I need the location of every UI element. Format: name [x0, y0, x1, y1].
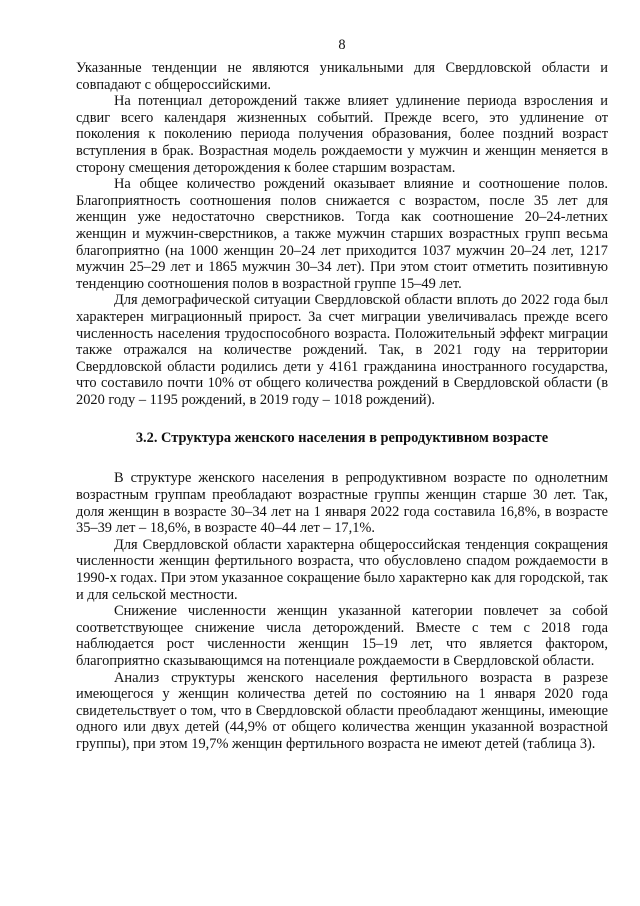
paragraph: Анализ структуры женского населения фертильного возраста в разрезе имеющегося у женщин количества детей по состоянию на 1 января 2020 года свидетельствует о том, что в Свердловской области преобладают женщины, имеющие одного или двух детей (44,9% от общего количества женщин указанной возрастной группы), при этом 19,7% женщин фертильного возраста не имеют детей (таблица 3). — [76, 669, 608, 752]
paragraph: Снижение численности женщин указанной категории повлечет за собой соответствующее снижение числа деторождений. Вместе с тем с 2018 года наблюдается рост численности женщин 15–19 лет, что является фактором, благоприятно сказывающимся на потенциале рождаемости в Свердловской области. — [76, 603, 608, 669]
document-page — [76, 36, 608, 753]
section-heading: 3.2. Структура женского населения в репродуктивном возрасте — [135, 430, 549, 447]
paragraph: Для Свердловской области характерна общероссийская тенденция сокращения численности женщин фертильного возраста, что обусловлено спадом рождаемости в 1990-х годах. При этом указанное сокращение было характерно как для городской, так и для сельской местности. — [76, 536, 608, 603]
paragraph: На общее количество рождений оказывает влияние и соотношение полов. Благоприятность соотношения полов снижается с возрастом, после 35 лет для женщин уже недостаточно сверстников. Тогда как соотношение 20–24-летних женщин и мужчин-сверстников, а также мужчин старших возрастных групп весьма благоприятно (на 1000 женщин 20–24 лет приходится 1037 мужчин 20–24 лет, 1217 мужчин 25–29 лет и 1865 мужчин 30–34 лет). При этом стоит отметить позитивную тенденцию соотношения полов в возрастной группе 15–49 лет. — [76, 176, 608, 292]
page-number: 8 — [338, 37, 346, 53]
paragraph: На потенциал деторождений также влияет удлинение периода взросления и сдвиг всего календаря жизненных событий. Прежде всего, это удлинение от поколения к поколению периода получения образования, более поздний возраст вступления в брак. Возрастная модель рождаемости у мужчин и женщин меняется в сторону смещения деторождения к более старшим возрастам. — [76, 93, 608, 176]
paragraph: Указанные тенденции не являются уникальными для Свердловской области и совпадают с общероссийскими. — [76, 60, 608, 93]
paragraph: В структуре женского населения в репродуктивном возрасте по однолетним возрастным группам преобладают возрастные группы женщин старше 30 лет. Так, доля женщин в возрасте 30–34 лет на 1 января 2022 года составила 16,8%, в возрасте 35–39 лет – 18,6%, в возрасте 40–44 лет – 17,1%. — [76, 470, 608, 537]
paragraph: Для демографической ситуации Свердловской области вплоть до 2022 года был характерен миграционный прирост. За счет миграции увеличивалась прежде всего численность населения трудоспособного возраста. Положительный эффект миграции также отражался на количестве рождений. Так, в 2021 году на территории Свердловской области родились дети у 4161 гражданина иностранного государства, что составило почти 10% от общего количества рождений в Свердловской области (в 2020 году – 1195 рождений, в 2019 году – 1018 рождений). — [76, 292, 608, 408]
